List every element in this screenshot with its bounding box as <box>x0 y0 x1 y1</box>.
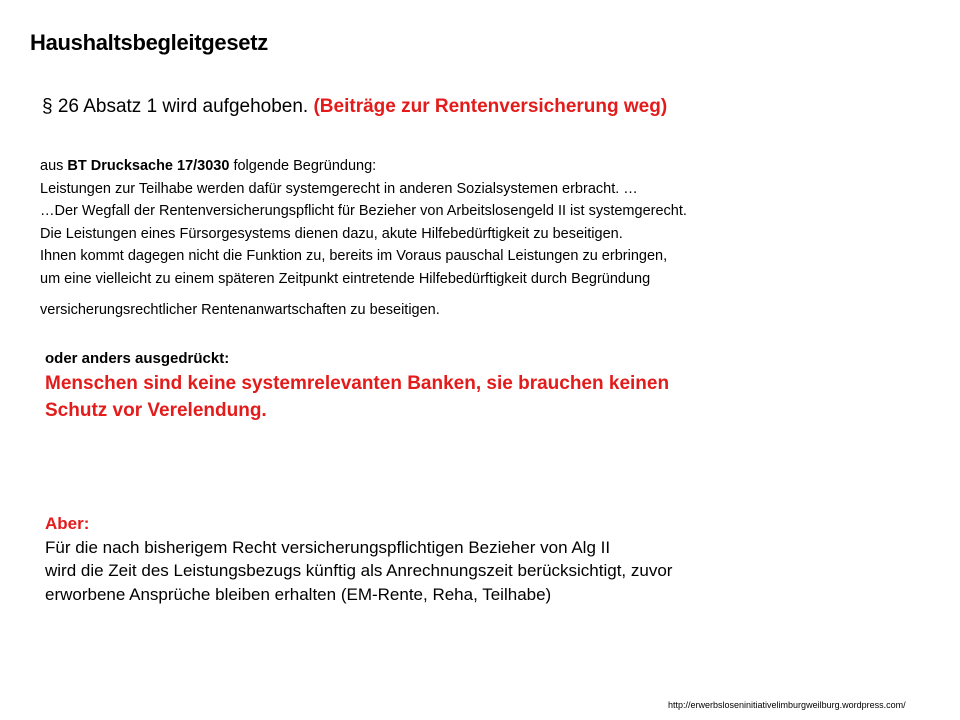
page-title: Haushaltsbegleitgesetz <box>30 30 268 55</box>
quote-line: versicherungsrechtlicher Rentenanwartschaften zu beseitigen. <box>40 302 440 318</box>
paragraph-text: § 26 Absatz 1 wird aufgehoben. <box>42 96 309 117</box>
quote-line: Leistungen zur Teilhabe werden dafür systemgerecht in anderen Sozialsystemen erbracht. … <box>40 180 638 197</box>
quote-line: Die Leistungen eines Fürsorgesystems dienen dazu, akute Hilfebedürftigkeit zu beseitigen. <box>40 225 623 242</box>
quote-intro <box>40 155 687 178</box>
aber-block <box>45 512 672 606</box>
other-message-line: Schutz vor Verelendung. <box>45 400 267 421</box>
paragraph-statement <box>42 96 667 118</box>
paragraph-note: (Beiträge zur Rentenversicherung weg) <box>313 96 668 117</box>
aber-line: wird die Zeit des Leistungsbezugs künftig als Anrechnungszeit berücksichtigt, zuvor <box>45 561 673 580</box>
quote-intro-suffix: folgende Begründung: <box>229 158 377 174</box>
other-message-line: Menschen sind keine systemrelevanten Banken, sie brauchen keinen <box>45 373 670 394</box>
quote-block <box>40 155 687 322</box>
quote-source: BT Drucksache 17/3030 <box>67 158 230 174</box>
aber-line: Für die nach bisherigem Recht versicherungspflichtigen Bezieher von Alg II <box>45 537 611 557</box>
quote-line: Ihnen kommt dagegen nicht die Funktion zu, bereits im Voraus pauschal Leistungen zu erbringen, <box>40 248 668 264</box>
aber-heading: Aber: <box>45 514 90 533</box>
quote-line: um eine vielleicht zu einem späteren Zeitpunkt eintretende Hilfebedürftigkeit durch Begründung <box>40 270 651 287</box>
quote-line: …Der Wegfall der Rentenversicherungspflicht für Bezieher von Arbeitslosengeld II ist systemgerecht. <box>40 203 687 219</box>
aber-line: erworbene Ansprüche bleiben erhalten (EM-Rente, Reha, Teilhabe) <box>45 584 552 604</box>
other-message <box>45 370 669 424</box>
other-block <box>45 348 669 424</box>
footer-url: http://erwerbsloseninitiativelimburgweilburg.wordpress.com/ <box>668 700 906 710</box>
other-intro: oder anders ausgedrückt: <box>45 350 230 367</box>
quote-intro-prefix: aus <box>40 158 68 174</box>
